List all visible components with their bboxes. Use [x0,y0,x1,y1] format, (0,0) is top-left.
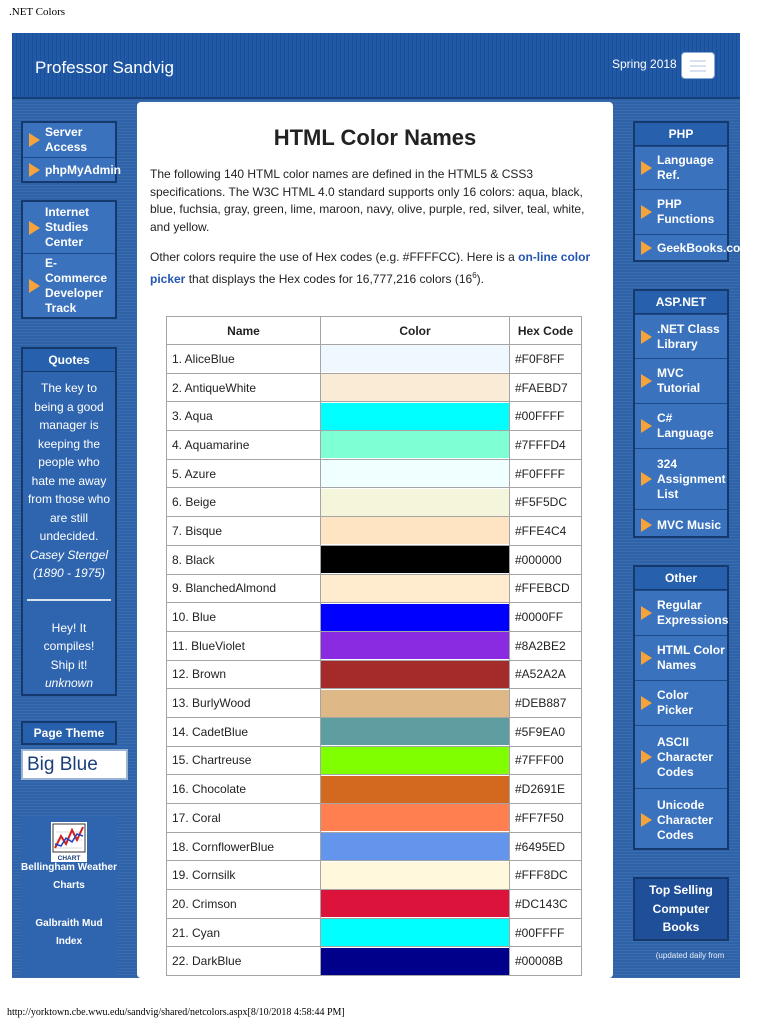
color-swatch-cell [321,890,510,919]
page-title: HTML Color Names [273,125,477,150]
table-row [167,459,582,488]
arrow-right-icon [29,163,40,177]
arrow-right-icon [641,374,652,388]
color-swatch-cell [321,660,510,689]
table-row [167,545,582,574]
hex-code-cell: #F5F5DC [510,488,582,517]
arrow-right-icon [641,419,652,433]
color-swatch [321,804,509,831]
php-panel [633,121,752,262]
color-name-cell: 11. BlueViolet [167,631,321,660]
color-name-cell: 4. Aquamarine [167,431,321,460]
arrow-right-icon [29,279,40,293]
color-name-cell: 13. BurlyWood [167,689,321,718]
color-swatch-cell [321,545,510,574]
sidebar-item-ascii-codes[interactable] [635,725,727,788]
hex-code-cell: #7FFF00 [510,746,582,775]
sidebar-item-label: MVC Tutorial [657,366,701,395]
table-row [167,717,582,746]
arrow-right-icon [641,606,652,620]
quotes-heading: Quotes [23,349,115,372]
color-swatch [321,833,509,860]
semester-label: Spring 2018 [612,57,677,71]
sidebar-item-html-color-names[interactable] [635,635,727,680]
table-row [167,660,582,689]
arrow-right-icon [641,330,652,344]
hex-code-cell: #FF7F50 [510,804,582,833]
color-table-body [167,345,582,976]
hex-code-cell: #000000 [510,545,582,574]
hamburger-menu-icon[interactable] [681,52,715,79]
php-heading: PHP [635,123,727,146]
table-row [167,488,582,517]
sidebar-item-php-functions[interactable] [635,189,727,234]
aspnet-heading: ASP.NET [635,291,727,314]
table-row [167,947,582,976]
sidebar-item-label: ASCII Character Codes [657,734,714,779]
hex-code-cell: #DEB887 [510,689,582,718]
color-swatch-cell [321,717,510,746]
color-name-cell: 12. Brown [167,660,321,689]
color-name-cell: 18. CornflowerBlue [167,832,321,861]
table-row [167,832,582,861]
sidebar-item-label: Server Access [45,125,88,154]
color-swatch-cell [321,603,510,632]
other-panel [633,565,729,850]
sidebar-item-label: phpMyAdmin [45,162,121,177]
hex-code-cell: #5F9EA0 [510,717,582,746]
sidebar-item-label: MVC Music [657,517,722,532]
sidebar-item-ecommerce-track[interactable] [23,253,115,318]
chart-icon[interactable] [51,822,87,862]
color-swatch [321,403,509,430]
chart-link-label: Bellingham Weather Charts [21,862,117,891]
color-swatch [321,632,509,659]
color-swatch-cell [321,947,510,976]
arrow-right-icon [641,651,652,665]
color-swatch-cell [321,804,510,833]
color-swatch [321,948,509,975]
table-row [167,861,582,890]
color-name-cell: 7. Bisque [167,517,321,546]
color-swatch [321,718,509,745]
color-name-cell: 9. BlanchedAlmond [167,574,321,603]
sidebar-item-label: PHP Functions [657,197,715,226]
site-title-link[interactable]: Professor Sandvig [35,58,174,77]
quote-text: The key to being a good manager is keeping the people who hate me away from those who are still undecided. [27,381,111,543]
sidebar-item-label: Unicode Character Codes [657,797,714,842]
sidebar-item-regular-expressions[interactable] [635,590,727,635]
sidebar-item-csharp-language[interactable] [635,403,727,448]
color-swatch [321,575,509,602]
books-heading[interactable]: Top Selling Computer Books [649,883,713,934]
exponent: 6 [472,270,477,280]
intro-paragraph: The following 140 HTML color names are defined in the HTML5 & CSS3 specifications. The W3C HTML 4.0 standard supports only 16 colors: aqua, black, blue, fuchsia, gray, green, lime, maroon, navy, olive, purple, red, silver, teal, white, and yellow. [150,167,585,234]
color-swatch-cell [321,746,510,775]
arrow-right-icon [641,750,652,764]
table-row [167,574,582,603]
arrow-right-icon [641,472,652,486]
aspnet-panel [633,289,729,538]
color-swatch [321,489,509,516]
sidebar-item-label: 324 Assignment List [657,456,726,501]
chart-link-weather[interactable] [21,859,117,895]
color-swatch-cell [321,918,510,947]
color-swatch [321,862,509,889]
color-swatch-cell [321,459,510,488]
color-swatch-cell [321,517,510,546]
menu-bar-line [690,70,706,72]
color-swatch-cell [321,861,510,890]
intro-text: that displays the Hex codes for 16,777,216 colors (16 [185,271,473,286]
table-row [167,402,582,431]
sidebar-item-unicode-codes[interactable] [635,788,727,851]
color-swatch-cell [321,402,510,431]
hex-code-cell: #FFE4C4 [510,517,582,546]
color-swatch [321,460,509,487]
header-color: Color [321,317,510,345]
hex-code-cell: #0000FF [510,603,582,632]
hex-code-cell: #00FFFF [510,402,582,431]
sidebar-item-label: C# Language [657,411,714,440]
table-row [167,603,582,632]
table-row [167,373,582,402]
color-swatch-cell [321,689,510,718]
color-swatch-cell [321,431,510,460]
sidebar-item-mvc-tutorial[interactable] [635,358,727,403]
page-theme-panel [21,721,117,745]
chart-icon-label: CHART [57,855,81,862]
table-row [167,746,582,775]
color-swatch [321,661,509,688]
arrow-right-icon [641,813,652,827]
color-name-cell: 2. AntiqueWhite [167,373,321,402]
quote-author: Casey Stengel (1890 - 1975) [29,547,109,580]
quote-author: unknown [44,676,94,690]
intro-text: ). [476,271,484,286]
hex-code-cell: #DC143C [510,890,582,919]
table-header-row [167,317,582,345]
color-swatch-cell [321,345,510,374]
arrow-right-icon [641,696,652,710]
color-swatch-cell [321,832,510,861]
sidebar-item-server-access[interactable] [23,123,115,157]
color-name-cell: 1. AliceBlue [167,345,321,374]
color-table [166,316,582,976]
hex-code-cell: #00FFFF [510,918,582,947]
sidebar-item-color-picker[interactable] [635,680,727,725]
sidebar-item-label: Internet Studies Center [45,205,90,249]
table-row [167,517,582,546]
sidebar-item-mvc-music[interactable] [635,509,727,540]
table-row [167,431,582,460]
hex-code-cell: #FFF8DC [510,861,582,890]
color-swatch [321,546,509,573]
menu-bar-line [690,65,706,67]
color-swatch [321,890,509,917]
color-swatch [321,919,509,946]
sidebar-item-label: Color Picker [657,688,694,717]
color-swatch [321,747,509,774]
table-row [167,631,582,660]
color-picker-link[interactable]: on-line color picker [150,250,591,286]
color-name-cell: 8. Black [167,545,321,574]
arrow-right-icon [641,205,652,219]
hex-code-cell: #F0FFFF [510,459,582,488]
color-swatch-cell [321,373,510,402]
books-panel [633,877,729,941]
sidebar-item-label: HTML Color Names [657,643,725,672]
menu-bar-line [690,60,706,62]
quote-divider [27,599,111,601]
color-name-cell: 10. Blue [167,603,321,632]
hex-code-cell: #A52A2A [510,660,582,689]
page-theme-heading: Page Theme [23,723,115,743]
header-bar [12,33,740,99]
color-swatch [321,431,509,458]
sidebar-item-phpmyadmin[interactable] [23,157,121,182]
sidebar-item-net-class-library[interactable] [635,314,727,358]
color-swatch-cell [321,574,510,603]
color-name-cell: 20. Crimson [167,890,321,919]
table-row [167,345,582,374]
hex-code-cell: #F0F8FF [510,345,582,374]
color-name-cell: 22. DarkBlue [167,947,321,976]
color-swatch [321,604,509,631]
color-name-cell: 17. Coral [167,804,321,833]
color-name-cell: 6. Beige [167,488,321,517]
color-swatch [321,776,509,803]
hex-code-cell: #D2691E [510,775,582,804]
hex-code-cell: #FFEBCD [510,574,582,603]
page-theme-select[interactable]: Big Blue [21,749,128,780]
sidebar-item-assignment-list[interactable] [635,448,727,509]
chart-links-panel [21,816,117,976]
hex-code-cell: #FAEBD7 [510,373,582,402]
sidebar-item-label: GeekBooks.com [657,240,752,255]
color-name-cell: 19. Cornsilk [167,861,321,890]
sidebar-item-language-ref[interactable] [635,146,727,189]
left-nav-group-2 [21,200,117,319]
sidebar-item-label: E-Commerce Developer Track [45,256,108,315]
table-row [167,689,582,718]
color-name-cell: 16. Chocolate [167,775,321,804]
print-footer-url: http://yorktown.cbe.wwu.edu/sandvig/shared/netcolors.aspx[8/10/2018 4:58:44 PM] [7,1007,345,1018]
hex-code-cell: #7FFFD4 [510,431,582,460]
hex-code-cell: #6495ED [510,832,582,861]
arrow-right-icon [641,241,652,255]
quotes-panel [21,347,117,696]
sidebar-item-label: Language Ref. [657,153,714,182]
intro-text: Other colors require the use of Hex codes (e.g. #FFFFCC). Here is a [150,250,519,264]
left-nav-group-1 [21,121,121,183]
sidebar-item-geekbooks[interactable] [635,234,752,261]
arrow-right-icon [29,133,40,147]
books-note: (updated daily from [655,951,725,960]
table-row [167,804,582,833]
chart-link-mud-index[interactable] [21,915,117,951]
chart-link-label: Galbraith Mud Index [35,918,103,947]
table-row [167,890,582,919]
arrow-right-icon [641,518,652,532]
table-row [167,775,582,804]
arrow-right-icon [29,221,40,235]
other-heading: Other [635,567,727,590]
sidebar-item-label: Regular Expressions [657,598,729,627]
sidebar-item-label: .NET Class Library [657,321,720,351]
color-swatch-cell [321,775,510,804]
hex-code-cell: #00008B [510,947,582,976]
hex-code-cell: #8A2BE2 [510,631,582,660]
color-swatch-cell [321,631,510,660]
color-swatch [321,517,509,544]
color-name-cell: 15. Chartreuse [167,746,321,775]
intro-paragraph-hex [150,249,595,288]
color-swatch [321,690,509,717]
header-hex-code: Hex Code [510,317,582,345]
color-name-cell: 21. Cyan [167,918,321,947]
sidebar-item-internet-studies-center[interactable] [23,202,115,253]
table-row [167,918,582,947]
quote-text: Hey! It compiles! Ship it! [43,620,95,672]
color-swatch-cell [321,488,510,517]
color-swatch [321,345,509,372]
print-page-title: .NET Colors [9,6,66,18]
content-card [137,102,613,978]
arrow-right-icon [641,161,652,175]
color-name-cell: 3. Aqua [167,402,321,431]
color-swatch [321,374,509,401]
color-name-cell: 5. Azure [167,459,321,488]
color-name-cell: 14. CadetBlue [167,717,321,746]
header-name: Name [167,317,321,345]
